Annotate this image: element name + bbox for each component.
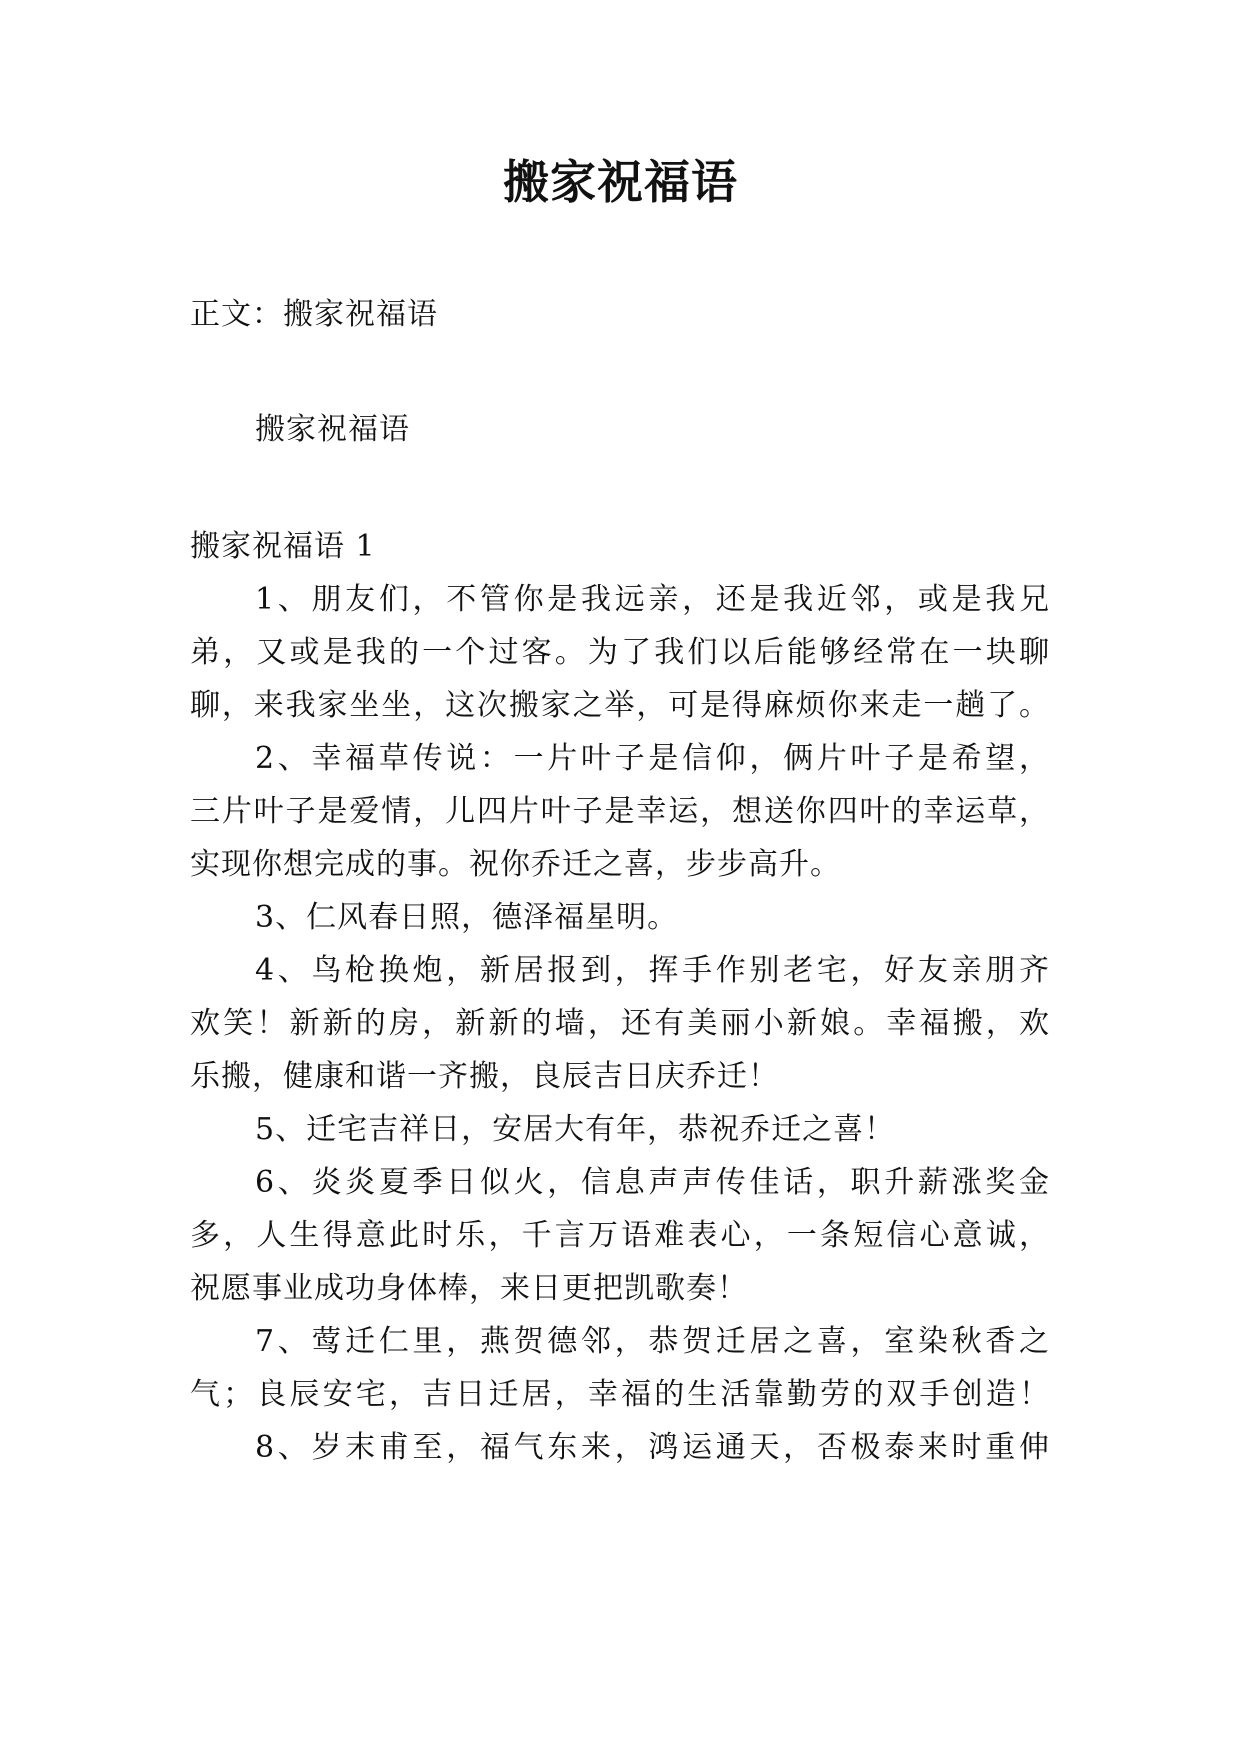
paragraph-5-line-1: 5、迁宅吉祥日，安居大有年，恭祝乔迁之喜！	[255, 1112, 896, 1147]
paragraph-1-line-2: 弟，又或是我的一个过客。为了我们以后能够经常在一块聊	[190, 635, 1050, 670]
paragraph-6-line-2: 多，人生得意此时乐，千言万语难表心，一条短信心意诚，	[190, 1218, 1050, 1253]
paragraph-2-line-3: 实现你想完成的事。祝你乔迁之喜，步步高升。	[190, 847, 841, 882]
paragraph-8-line-1: 8、岁末甫至，福气东来，鸿运通天，否极泰来时重伸	[255, 1430, 1050, 1465]
main-text-label: 正文：搬家祝福语	[190, 297, 438, 332]
paragraph-4-line-1: 4、鸟枪换炮，新居报到，挥手作别老宅，好友亲朋齐	[255, 953, 1050, 988]
paragraph-7-line-1: 7、莺迁仁里，燕贺德邻，恭贺迁居之喜，室染秋香之	[255, 1324, 1050, 1359]
paragraph-1-line-3: 聊，来我家坐坐，这次搬家之举，可是得麻烦你来走一趟了。	[190, 688, 1050, 723]
paragraph-1-line-1: 1、朋友们，不管你是我远亲，还是我近邻，或是我兄	[255, 582, 1050, 617]
section-heading: 搬家祝福语 1	[190, 529, 376, 564]
paragraph-3-line-1: 3、仁风春日照，德泽福星明。	[255, 900, 679, 935]
paragraph-4-line-3: 乐搬，健康和谐一齐搬，良辰吉日庆乔迁！	[190, 1059, 779, 1094]
paragraph-7-line-2: 气；良辰安宅，吉日迁居，幸福的生活靠勤劳的双手创造！	[190, 1377, 1050, 1412]
paragraph-4-line-2: 欢笑！新新的房，新新的墙，还有美丽小新娘。幸福搬，欢	[190, 1006, 1050, 1041]
sub-title: 搬家祝福语	[255, 412, 410, 447]
paragraph-2-line-2: 三片叶子是爱情，儿四片叶子是幸运，想送你四叶的幸运草，	[190, 794, 1050, 829]
paragraph-6-line-1: 6、炎炎夏季日似火，信息声声传佳话，职升薪涨奖金	[255, 1165, 1050, 1200]
document-title: 搬家祝福语	[503, 155, 738, 209]
paragraph-6-line-3: 祝愿事业成功身体棒，来日更把凯歌奏！	[190, 1271, 748, 1306]
paragraph-2-line-1: 2、幸福草传说：一片叶子是信仰，俩片叶子是希望，	[255, 741, 1050, 776]
